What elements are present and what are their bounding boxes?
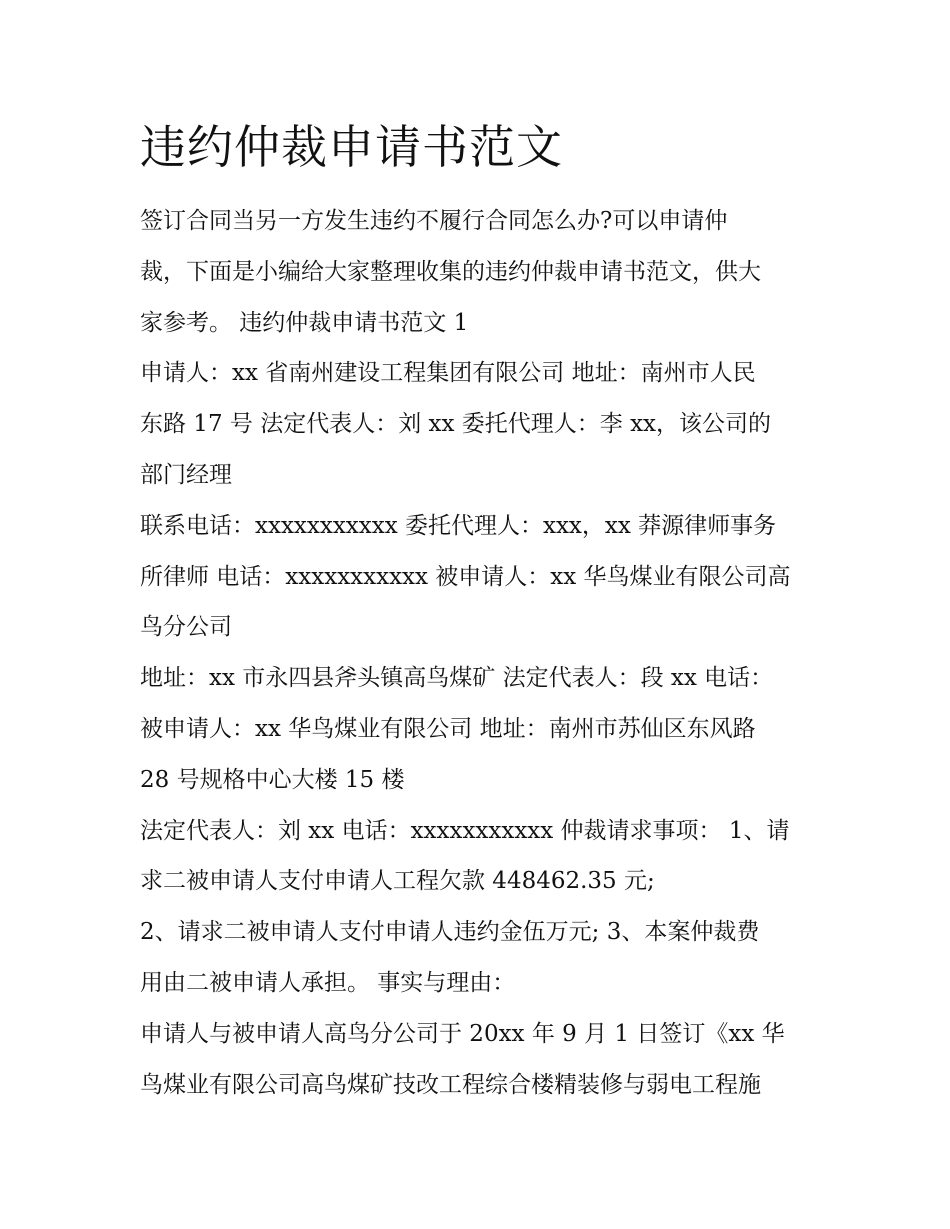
document-title: 违约仲裁申请书范文 (140, 120, 563, 174)
body-line: 家参考。 违约仲裁申请书范文 1 (140, 309, 469, 336)
body-line: 联系电话：xxxxxxxxxxx 委托代理人：xxx，xx 莽源律师事务 (140, 512, 777, 539)
body-line: 所律师 电话：xxxxxxxxxxx 被申请人：xx 华鸟煤业有限公司高 (140, 563, 791, 590)
body-line: 签订合同当另一方发生违约不履行合同怎么办?可以申请仲 (140, 208, 728, 234)
body-line: 东路 17 号 法定代表人：刘 xx 委托代理人：李 xx，该公司的 (140, 411, 772, 438)
body-line: 申请人与被申请人高鸟分公司于 20xx 年 9 月 1 日签订《xx 华 (140, 1020, 785, 1047)
body-line: 2、请求二被申请人支付申请人违约金伍万元; 3、本案仲裁费 (140, 919, 760, 946)
body-line: 裁，下面是小编给大家整理收集的违约仲裁申请书范文，供大 (140, 258, 761, 285)
body-line: 地址：xx 市永四县斧头镇高鸟煤矿 法定代表人：段 xx 电话： (140, 665, 774, 692)
body-line: 鸟煤业有限公司高鸟煤矿技改工程综合楼精装修与弱电工程施 (140, 1071, 761, 1098)
body-line: 申请人：xx 省南州建设工程集团有限公司 地址：南州市人民 (140, 360, 756, 387)
body-line: 部门经理 (140, 461, 232, 488)
body-line: 用由二被申请人承担。 事实与理由： (140, 969, 516, 996)
body-line: 28 号规格中心大楼 15 楼 (140, 766, 405, 793)
body-line: 鸟分公司 (140, 614, 232, 641)
body-line: 法定代表人：刘 xx 电话：xxxxxxxxxxx 仲裁请求事项： 1、请 (140, 817, 790, 844)
body-line: 被申请人：xx 华鸟煤业有限公司 地址：南州市苏仙区东风路 (140, 715, 756, 742)
body-line: 求二被申请人支付申请人工程欠款 448462.35 元; (140, 868, 655, 895)
document-body (140, 196, 820, 1110)
